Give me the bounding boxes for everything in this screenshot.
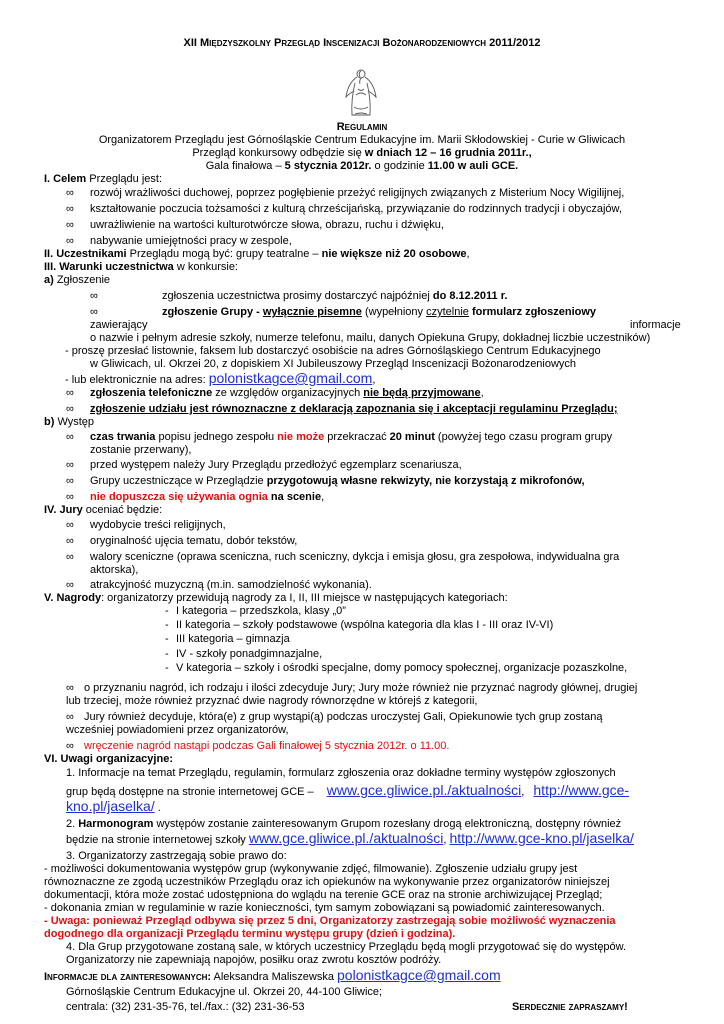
category-item: IV - szkoły ponadgimnazjalne, [176,648,323,660]
bullet-icon: ∞ [66,491,74,503]
gce-kno-link-2[interactable]: http://www.gce-kno.pl/jaselka/ [449,830,634,846]
category-item: V kategoria – szkoły i ośrodki specjalne, domy pomocy społecznej, organizacje pozaszkolne, [176,662,628,674]
dates-text: Przegląd konkursowy odbędzie się [192,147,365,159]
section-1-heading [44,173,162,186]
contact-line [44,969,501,984]
comma: , [443,834,450,846]
section-2-label: II. Uczestnikami [44,248,127,260]
deadline-item [162,290,507,303]
send-item: - proszę przesłać listownie, faksem lub dostarczyć osobiście na adres Górnośląskiego Centrum Edukacyjnego [65,345,601,357]
award-ceremony-note: wręczenie nagród nastąpi podczas Gali finałowej 5 stycznia 2012r. o 11.00. [84,740,450,752]
fire-item [90,491,324,504]
bullet-icon: ∞ [66,579,74,591]
phone-item [90,387,484,400]
dash-marker: - [165,619,169,631]
form-item-cont-c: o nazwie i pełnym adresie szkoły, numerze telefonu, mailu, danych Opiekuna Grupy, dokładnej liczbie uczestników) [90,332,651,344]
award-note-2: Jury również decyduje, która(e) z grup wystąpi(ą) podczas uroczystej Gali, Opiekunowie tych grup zostaną [84,711,603,723]
category-item: I kategoria – przedszkola, klasy „0” [176,605,346,617]
organizer-line: Organizatorem Przeglądu jest Górnośląskie Centrum Edukacyjne im. Marii Skłodowskiej - Curie w Gliwicach [98,134,626,146]
form-item-cont-a: zawierający [90,319,148,331]
duration-item [90,431,612,444]
bullet-icon: ∞ [66,219,74,231]
section-4-text: oceniać będzie: [82,504,163,516]
duration-text-3: (powyżej tego czasu program grupy [434,431,613,443]
contact-label: Informacje dla zainteresowanych: [44,971,212,983]
section-4-label: IV. Jury [44,504,83,516]
section-4-heading [44,504,162,517]
info-text: grup będą dostępne na stronie internetowej GCE – [66,786,314,798]
goal-item: nabywanie umiejętności pracy w zespole, [90,235,292,247]
email-link[interactable]: polonistkagce@gmail.com [208,370,373,386]
gala-text-2: o godzinie [371,160,428,172]
phone-text: ze względów organizacyjnych [212,387,364,399]
gce-news-link-2[interactable]: www.gce.gliwice.pl./aktualności [248,830,444,846]
info-item-4: 4. Dla Grup przygotowane zostaną sale, w których uczestnicy Przeglądu będą mogli przygotować się do występów. [66,941,627,953]
phone-end: , [480,387,484,399]
angel-logo [342,67,380,119]
duration-text-1: popisu jednego zespołu [155,431,278,443]
section-5-heading [44,592,508,605]
subsection-b-label: b) [44,416,55,428]
closing-greeting: Serdecznie zapraszamy! [512,1001,628,1013]
info-item-1-cont [66,784,629,799]
subsection-a-heading [44,274,110,287]
info-item-3: 3. Organizatorzy zastrzegają sobie prawo do: [66,850,287,862]
section-5-label: V. Nagrody [44,592,102,604]
criteria-item: walory sceniczne (oprawa sceniczna, ruch sceniczny, dykcja i emisja głosu, gra zespołowa, indywidualna gra [90,551,620,563]
award-note-1-cont: lub trzeciej, może również przyznać dwie nagrody równorzędne w którejś z kategorii, [66,695,478,707]
goal-item: kształtowanie poczucia tożsamości z kulturą chrześcijańską, przywiązanie do rodzinnych tradycji i obyczajów, [90,203,622,215]
regulamin-heading: Regulamin [336,121,388,133]
duration-red: nie może [277,431,325,443]
props-bold: przygotowują własne rekwizyty, nie korzystają z mikrofonów, [266,475,585,487]
subsection-a-label: a) [44,274,54,286]
send-item-cont: w Gliwicach, ul. Okrzei 20, z dopiskiem XI Jubileuszowy Przegląd Inscenizacji Bożonarodzeniowych [90,358,577,370]
bullet-icon: ∞ [66,431,74,443]
deadline-date: do 8.12.2011 r. [432,290,508,302]
section-5-text: : organizatorzy przewidują nagrody za I, II, III miejsce w następujących kategoriach: [101,592,508,604]
email-item [65,372,375,387]
fire-end: , [321,491,325,503]
info-end: . [154,802,161,814]
phone-bold: zgłoszenia telefoniczne [90,387,213,399]
schedule-text: występów zostanie zainteresowanym Grupom rozesłany drogą elektroniczną, dostępny również [153,818,622,830]
criteria-item: oryginalność ujęcia tematu, dobór tekstów, [90,535,298,547]
rights-doc: - możliwości dokumentowania występów grup (wykonywanie zdjęć, filmowanie). Zgłoszenie udziału grupy jest [44,863,578,875]
bullet-icon: ∞ [66,535,74,547]
info-item-1-link-cont [66,800,161,815]
criteria-item-cont: aktorska), [90,564,139,576]
email-end: , [372,374,376,386]
fire-red: nie dopuszcza się używania ognia [90,491,268,503]
form-bold-2: formularz zgłoszeniowy [468,306,597,318]
gala-date: 5 stycznia 2012r. [284,160,372,172]
section-2-end: , [466,248,470,260]
form-item [162,306,596,319]
section-2-text: Przeglądu mogą być: grupy teatralne – [126,248,322,260]
bullet-icon: ∞ [66,519,74,531]
info-item-2-cont [66,832,634,847]
bullet-icon: ∞ [66,682,74,694]
phone-not-accepted: nie będą przyjmowane [363,387,481,399]
bullet-icon: ∞ [66,187,74,199]
dates-line [0,147,724,160]
category-item: II kategoria – szkoły podstawowe (wspólna kategoria dla klas I - III oraz IV-VI) [176,619,554,631]
website-text: będzie na stronie internetowej szkoły [66,834,249,846]
bullet-icon: ∞ [66,403,74,415]
section-6-heading: VI. Uwagi organizacyjne: [44,753,173,765]
rights-changes: - dokonania zmian w regulaminie w razie konieczności, tym samym zobowiązani są powiadomić zainteresowanych. [44,902,605,914]
form-text: (wypełniony [361,306,427,318]
goal-item: rozwój wrażliwości duchowej, poprzez pogłębienie przeżyć religijnych związanych z Misterium Nocy Wigilijnej, [90,187,625,199]
contact-phone: centrala: (32) 231-35-76, tel./fax.: (32) 231-36-53 [66,1001,305,1013]
contact-email-link[interactable]: polonistkagce@gmail.com [337,967,501,983]
subsection-b-text: Występ [54,416,95,428]
bullet-icon: ∞ [66,459,74,471]
info-item-4-cont: Organizatorzy nie zapewniają napojów, posiłku oraz zwrotu kosztów podróży. [66,954,442,966]
fire-bold: na scenie [267,491,322,503]
contact-address: Górnośląskie Centrum Edukacyjne ul. Okrzei 20, 44-100 Gliwice; [66,986,383,998]
goal-item: uwrażliwienie na wartości kulturotwórcze słowa, obrazu, ruchu i dźwięku, [90,219,444,231]
dash-marker: - [165,605,169,617]
duration-item-cont: zostanie przerwany), [90,444,192,456]
schedule-bold: Harmonogram [78,818,154,830]
section-3-heading [44,261,238,274]
award-note-2-cont: wcześniej powiadomieni przez organizatorów, [66,724,289,736]
gce-kno-link[interactable]: http://www.gce- [533,782,630,798]
section-1-label: I. Celem [44,173,87,185]
bullet-icon: ∞ [90,290,98,302]
criteria-item: atrakcyjność muzyczną (m.in. samodzielność wykonania). [90,579,372,591]
props-text: Grupy uczestniczące w Przeglądzie [90,475,267,487]
comma: , [521,786,528,798]
gala-line [0,160,724,173]
bullet-icon: ∞ [66,203,74,215]
rights-warning: - Uwaga: ponieważ Przegląd odbywa się przez 5 dni, Organizatorzy zastrzegają sobie możliwość wyznaczenia [44,915,616,927]
section-3-text: w konkursie: [173,261,238,273]
rights-doc-cont-1: równoznaczne ze zgodą uczestników Przeglądu oraz ich opiekunów na wykonywanie przez organizatorów niniejszej [44,876,610,888]
bullet-icon: ∞ [66,740,74,752]
form-item-cont-b: informacje [630,319,681,331]
dates-bold: w dniach 12 – 16 grudnia 2011r., [364,147,532,159]
section-3-label: III. Warunki uczestnictwa [44,261,174,273]
section-2-limit: nie większe niż 20 osobowe [321,248,467,260]
dash-marker: - [165,633,169,645]
subsection-b-heading [44,416,94,429]
gce-news-link[interactable]: www.gce.gliwice.pl./aktualności [326,782,522,798]
duration-text-2: przekraczać [324,431,390,443]
bullet-icon: ∞ [66,387,74,399]
form-written-only: wyłącznie pisemne [262,306,362,318]
email-text: - lub elektronicznie na adres: [65,374,209,386]
criteria-item: wydobycie treści religijnych, [90,519,226,531]
bullet-icon: ∞ [66,235,74,247]
duration-minutes: 20 minut [389,431,435,443]
info-item-1: 1. Informacje na temat Przeglądu, regulamin, formularz zgłoszenia oraz dokładne terminy występów zgłoszonych [66,767,616,779]
acceptance-item: zgłoszenie udziału jest równoznaczne z deklaracją zapoznania się i akceptacji regulaminu Przeglądu; [90,403,618,415]
category-item: III kategoria – gimnazja [176,633,290,645]
props-item [90,475,585,488]
rights-doc-cont-2: dokumentacji, która może zostać udostępniona do wglądu na terenie GCE oraz na stronie archiwizującej Przegląd; [44,889,603,901]
form-bold-1: zgłoszenie Grupy - [162,306,263,318]
bullet-icon: ∞ [66,551,74,563]
duration-bold: czas trwania [90,431,156,443]
dash-marker: - [165,648,169,660]
document-title: XII Międzyszkolny Przegląd Inscenizacji Bożonarodzeniowych 2011/2012 [183,37,541,49]
deadline-text: zgłoszenia uczestnictwa prosimy dostarczyć najpóźniej [162,290,433,302]
gce-kno-link-cont[interactable]: kno.pl/jaselka/ [66,798,155,814]
item-2-number: 2. [66,818,79,830]
bullet-icon: ∞ [90,306,98,318]
section-2-heading [44,248,470,261]
subsection-a-text: Zgłoszenie [53,274,111,286]
form-legibly: czytelnie [426,306,469,318]
section-1-text: Przeglądu jest: [86,173,163,185]
bullet-icon: ∞ [66,475,74,487]
gala-time: 11.00 w auli GCE. [427,160,519,172]
gala-text-1: Gala finałowa – [205,160,285,172]
contact-name: Aleksandra Maliszewska [211,971,338,983]
dash-marker: - [165,662,169,674]
bullet-icon: ∞ [66,711,74,723]
script-item: przed występem należy Jury Przeglądu przedłożyć egzemplarz scenariusza, [90,459,462,471]
rights-warning-cont: dogodnego dla organizacji Przeglądu terminu występu grupy (dzień i godzina). [44,928,456,940]
award-note-1: o przyznaniu nagród, ich rodzaju i ilości zdecyduje Jury; Jury może również nie przyznać nagrody głównej, drugiej [84,682,638,694]
